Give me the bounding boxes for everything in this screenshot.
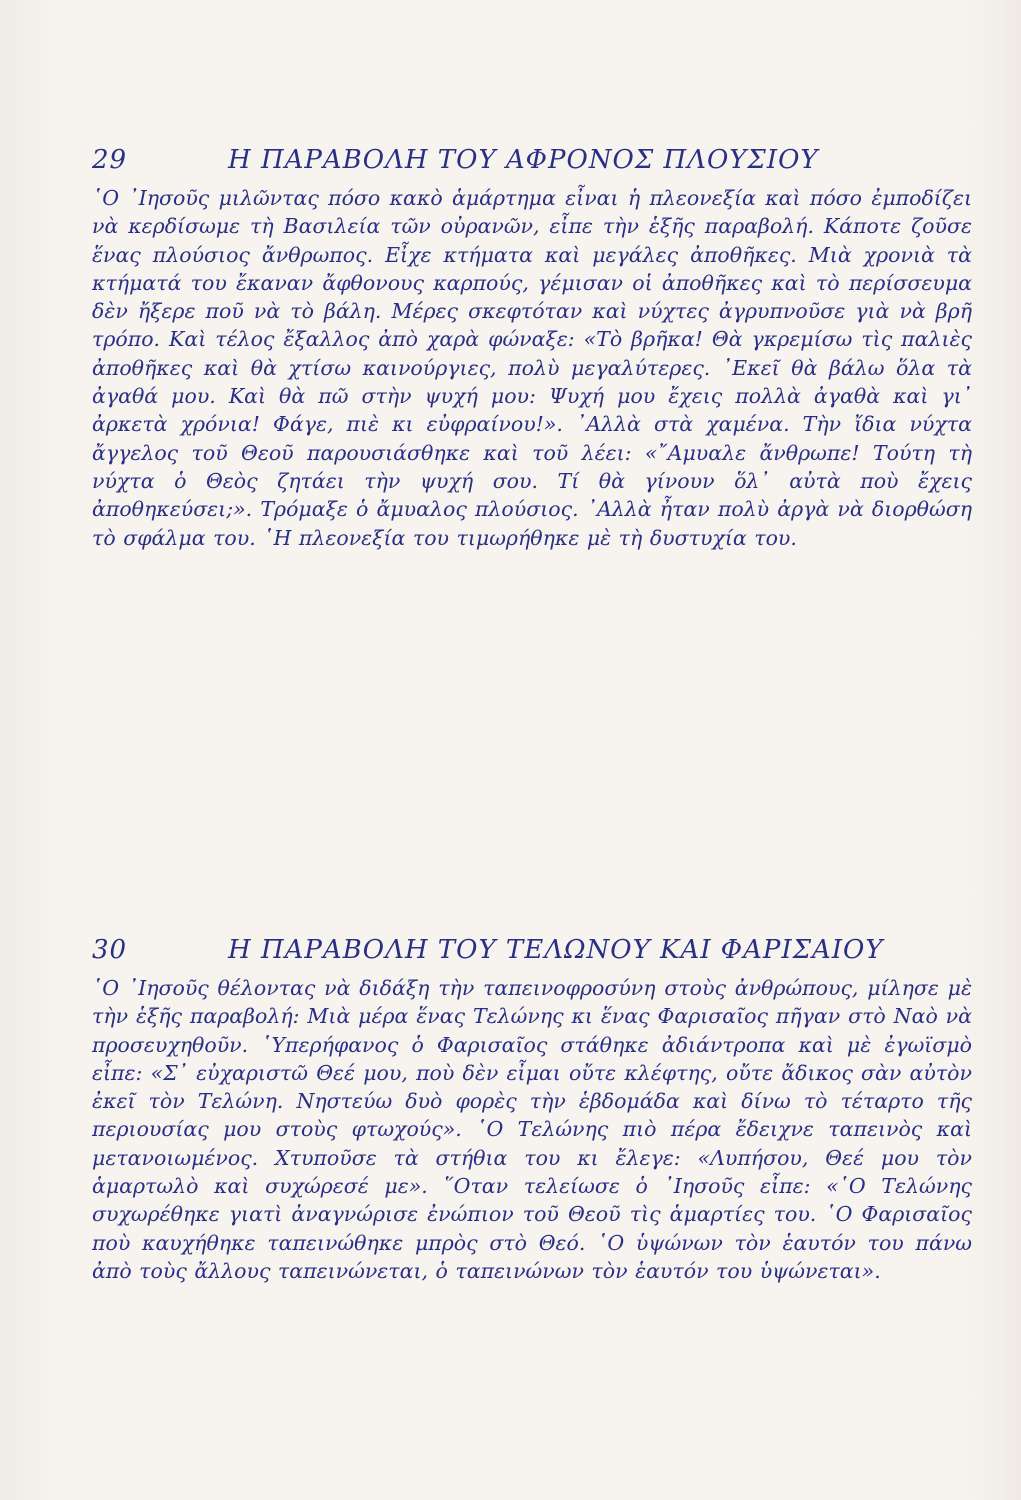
parable-section-29 (92, 140, 972, 552)
section-body-text: ῾Ο ᾿Ιησοῦς θέλοντας νὰ διδάξη τὴν ταπεινοφροσύνη στοὺς ἀνθρώπους, μίλησε μὲ τὴν ἑξῆς παραβολή: Μιὰ μέρα ἕνας Τελώνης κι ἕνας Φαρισαῖος πῆγαν στὸ Ναὸ νὰ προσευχηθοῦν. ῾Υπερήφανος ὁ Φαρισαῖος στάθηκε ἀδιάντροπα καὶ μὲ ἐγωϊσμὸ εἶπε: «Σ᾿ εὐχαριστῶ Θεέ μου, ποὺ δὲν εἶμαι οὔτε κλέφτης, οὔτε ἄδικος σὰν αὐτὸν ἐκεῖ τὸν Τελώνη. Νηστεύω δυὸ φορὲς τὴν ἑβδομάδα καὶ δίνω τὸ τέταρτο τῆς περιουσίας μου στοὺς φτωχούς». ῾Ο Τελώνης πιὸ πέρα ἔδειχνε ταπεινὸς καὶ μετανοιωμένος. Χτυποῦσε τὰ στήθια του κι ἔλεγε: «Λυπήσου, Θεέ μου τὸν ἁμαρτωλὸ καὶ συχώρεσέ με». ῞Οταν τελείωσε ὁ ᾿Ιησοῦς εἶπε: «῾Ο Τελώνης συχωρέθηκε γιατὶ ἀναγνώρισε ἐνώπιον τοῦ Θεοῦ τὶς ἁμαρτίες του. ῾Ο Φαρισαῖος ποὺ καυχήθηκε ταπεινώθηκε μπρὸς στὸ Θεό. ῾Ο ὑψώνων τὸν ἑαυτόν του πάνω ἀπὸ τοὺς ἄλλους ταπεινώνεται, ὁ ταπεινώνων τὸν ἑαυτόν του ὑψώνεται». (92, 976, 972, 1283)
section-title: Η ΠΑΡΑΒΟΛΗ ΤΟΥ ΑΦΡΟΝΟΣ ΠΛΟΥΣΙΟΥ (228, 145, 819, 175)
section-title: Η ΠΑΡΑΒΟΛΗ ΤΟΥ ΤΕΛΩΝΟΥ ΚΑΙ ΦΑΡΙΣΑΙΟΥ (228, 935, 884, 965)
section-heading (92, 140, 972, 180)
section-body-text: ῾Ο ᾿Ιησοῦς μιλῶντας πόσο κακὸ ἁμάρτημα εἶναι ἡ πλεονεξία καὶ πόσο ἐμποδίζει νὰ κερδίσωμε τὴ Βασιλεία τῶν οὐρανῶν, εἶπε τὴν ἑξῆς παραβολή. Κάποτε ζοῦσε ἕνας πλούσιος ἄνθρωπος. Εἶχε κτήματα καὶ μεγάλες ἀποθῆκες. Μιὰ χρονιὰ τὰ κτήματά του ἔκαναν ἄφθονους καρπούς, γέμισαν οἱ ἀποθῆκες καὶ τὸ περίσσευμα δὲν ἤξερε ποῦ νὰ τὸ βάλη. Μέρες σκεφτόταν καὶ νύχτες ἀγρυπνοῦσε γιὰ νὰ βρῆ τρόπο. Καὶ τέλος ἔξαλλος ἀπὸ χαρὰ φώναξε: «Τὸ βρῆκα! Θὰ γκρεμίσω τὶς παλιὲς ἀποθῆκες καὶ θὰ χτίσω καινούργιες, πολὺ μεγαλύτερες. ᾿Εκεῖ θὰ βάλω ὅλα τὰ ἀγαθά μου. Καὶ θὰ πῶ στὴν ψυχή μου: Ψυχή μου ἔχεις πολλὰ ἀγαθὰ καὶ γι᾿ ἀρκετὰ χρόνια! Φάγε, πιὲ κι εὐφραίνου!». ᾿Αλλὰ στὰ χαμένα. Τὴν ἴδια νύχτα ἄγγελος τοῦ Θεοῦ παρουσιάσθηκε καὶ τοῦ λέει: «῎Αμυαλε ἄνθρωπε! Τούτη τὴ νύχτα ὁ Θεὸς ζητάει τὴν ψυχή σου. Τί θὰ γίνουν ὅλ᾿ αὐτὰ ποὺ ἔχεις ἀποθηκεύσει;». Τρόμαξε ὁ ἄμυαλος πλούσιος. ᾿Αλλὰ ἦταν πολὺ ἀργὰ νὰ διορθώση τὸ σφάλμα του. ῾Η πλεονεξία του τιμωρήθηκε μὲ τὴ δυστυχία του. (92, 186, 972, 550)
section-number: 29 (92, 145, 128, 175)
section-heading (92, 930, 972, 970)
section-number: 30 (92, 935, 128, 965)
parable-section-30 (92, 930, 972, 1285)
